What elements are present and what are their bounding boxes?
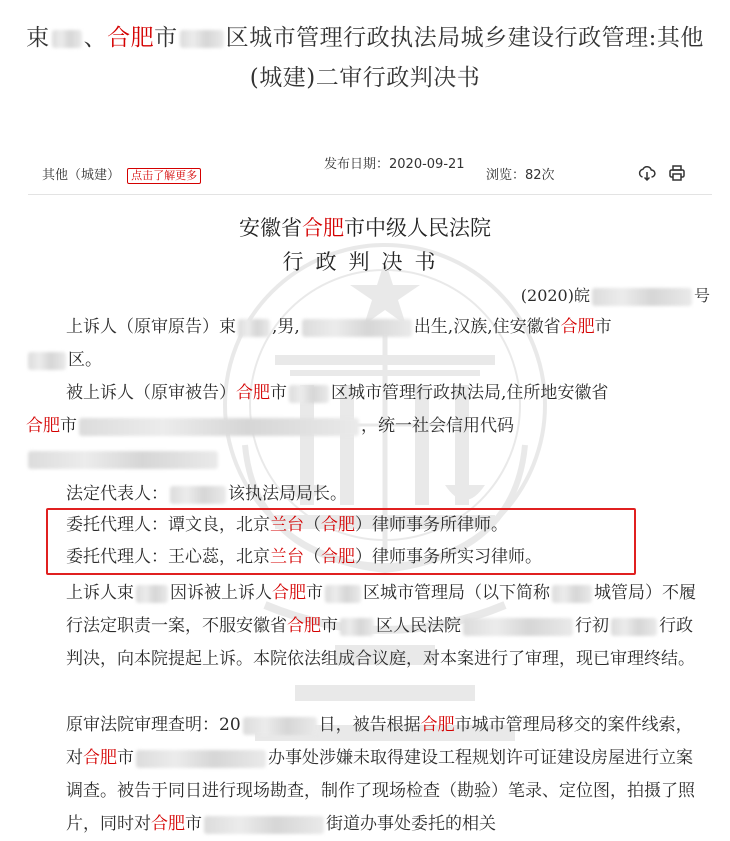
paragraph-findings: 原审法院审理查明：20 日，被告根据合肥市城市管理局移交的案件线索，对合肥市 办事处涉嫌未取得建设工程规划许可证建设房屋进行立案调查。被告于同日进行现场勘查，制作了现场检查（勘验）笔录、定位图，拍摄了照片，同时对合肥市 街道办事处委托的相关 — [66, 715, 695, 834]
highlight-box — [46, 508, 636, 575]
court-name: 安徽省合肥市中级人民法院 — [239, 216, 491, 240]
page-title: 束 、合肥市 区城市管理行政执法局城乡建设行政管理:其他(城建)二审行政判决书 — [26, 25, 704, 91]
paragraph-agent-1: 委托代理人：谭文良，北京兰台（合肥）律师事务所律师。 — [66, 515, 508, 535]
paragraph-legal-rep: 法定代表人： 该执法局局长。 — [66, 484, 347, 504]
learn-more-button[interactable]: 点击了解更多 — [127, 168, 201, 184]
paragraph-agent-2: 委托代理人：王心蕊，北京兰台（合肥）律师事务所实习律师。 — [66, 547, 542, 567]
paragraph-appellant: 上诉人（原审原告）束 ,男, 出生,汉族,住安徽省合肥市 区。 — [26, 311, 708, 377]
category-label: 其他（城建） 点击了解更多 — [42, 164, 201, 184]
view-count: 浏览：82次 — [486, 168, 555, 183]
paragraph-appellee: 被上诉人（原审被告）合肥市 区城市管理行政执法局,住所地安徽省 合肥市 ，统一社会信用代码 — [26, 377, 708, 476]
document-type: 行政判决书 — [282, 250, 448, 274]
publish-date: 发布日期：2020-09-21 — [324, 157, 465, 172]
case-number: (2020)皖 号 — [520, 286, 710, 305]
paragraph-case-summary: 上诉人束 因诉被上诉人合肥市 区城市管理局（以下简称 城管局）不履行法定职责一案，不服安徽省合肥市 区人民法院 行初 行政判决，向本院提起上诉。本院依法组成合议庭，对本案进行了审理，现已审理终结。 — [66, 583, 696, 669]
